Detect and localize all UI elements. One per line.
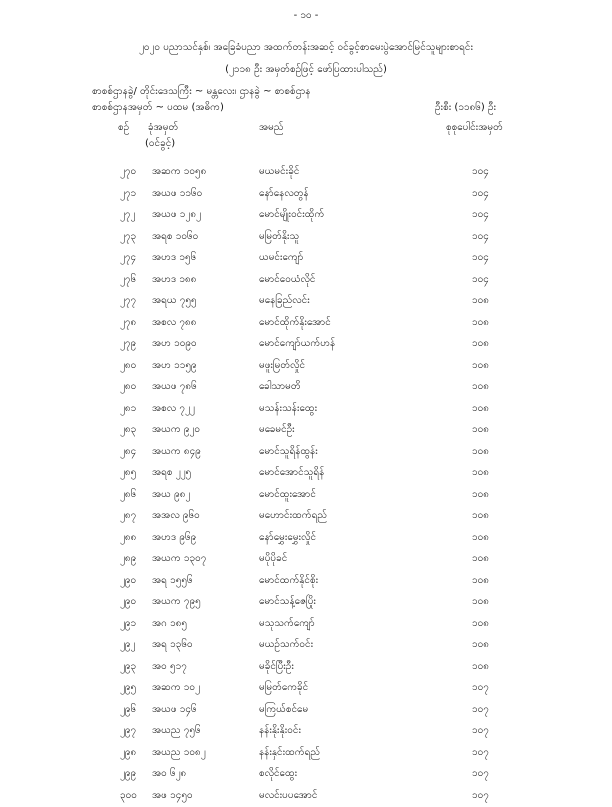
row-total-marks: ၁၀၄ xyxy=(472,250,489,265)
row-serial-no: ၂၇၄ xyxy=(120,250,136,265)
table-row xyxy=(0,162,612,184)
exam-center-info: စာစစ်ဌာနခွဲ/ တိုင်းဒေသကြီး ~ မန္တလေး၊ ဌာနခွဲ ~ စာစစ်ဌာန xyxy=(92,84,310,99)
row-name: မနေခြည်လင်း xyxy=(259,293,310,308)
table-row xyxy=(0,592,612,614)
row-name: မကြယ်စင်မေ xyxy=(259,702,308,717)
table-row xyxy=(0,313,612,335)
table-row xyxy=(0,420,612,442)
row-roll-number: အယဖ ၁၂၈၂ xyxy=(152,207,201,222)
header-total-marks: စုစုပေါင်းအမှတ် xyxy=(446,120,503,135)
table-row xyxy=(0,678,612,700)
row-serial-no: ၂၉၇ xyxy=(120,723,136,738)
table-row xyxy=(0,442,612,464)
row-roll-number: အရစ ၁၀၆၀ xyxy=(152,229,198,244)
row-roll-number: အဝ ၆၂၈ xyxy=(152,766,186,781)
row-name: မလင်းပပအောင် xyxy=(259,788,317,803)
row-name: မောင်သန့်ဇေပြိုး xyxy=(259,594,316,609)
row-serial-no: ၂၇၀ xyxy=(120,164,136,179)
row-serial-no: ၂၈၅ xyxy=(120,465,136,480)
row-roll-number: အရ ၁၃၆၀ xyxy=(152,637,193,652)
row-total-marks: ၁၀၈ xyxy=(472,573,489,588)
row-total-marks: ၁၀၈ xyxy=(472,508,489,523)
row-roll-number: အဆက ၁၀၂ xyxy=(152,680,200,695)
row-roll-number: အဝ ၅၁၇ xyxy=(152,659,187,674)
row-total-marks: ၁၀၈ xyxy=(472,616,489,631)
row-serial-no: ၂၇၃ xyxy=(120,229,136,244)
row-name: မောင်ထိုက်နိုးအောင် xyxy=(259,315,331,330)
row-roll-number: အဟ ၁၀၉၀ xyxy=(152,336,197,351)
row-roll-number: အစလ ၇၂၂ xyxy=(152,401,195,416)
row-total-marks: ၁၀၇ xyxy=(472,723,489,738)
row-name: မောင်ထူးအောင် xyxy=(259,487,316,502)
row-roll-number: အယက ၁၃၀၇ xyxy=(152,551,206,566)
row-name: နန်းနိုးနိုးဝင်း xyxy=(259,723,301,738)
total-count-label: ဦးစီး (၁၁၈၆) ဦး xyxy=(435,100,496,115)
row-serial-no: ၂၉၀ xyxy=(120,594,136,609)
table-row xyxy=(0,614,612,636)
row-total-marks: ၁၀၈ xyxy=(472,487,489,502)
row-name: မခေမင်ဦး xyxy=(259,422,295,437)
table-row xyxy=(0,184,612,206)
row-total-marks: ၁၀၈ xyxy=(472,336,489,351)
row-name: မယမင်းခိုင် xyxy=(259,164,299,179)
table-row xyxy=(0,657,612,679)
row-total-marks: ၁၀၈ xyxy=(472,551,489,566)
table-row xyxy=(0,291,612,313)
row-total-marks: ၁၀၈ xyxy=(472,401,489,416)
table-row xyxy=(0,205,612,227)
row-total-marks: ၁၀၄ xyxy=(472,164,489,179)
row-name: မမြတ်နိုးသူ xyxy=(259,229,299,244)
exam-station-info: စာစစ်ဌာနအမှတ် ~ ပထမ (အဓိက) xyxy=(92,100,224,115)
row-total-marks: ၁၀၇ xyxy=(472,788,489,803)
row-name: မောင်ထက်နိုင်စိုး xyxy=(259,573,318,588)
row-name: ခေါသာမတိ xyxy=(259,379,301,394)
row-name: မောင်မျိုးဝင်းထိုက် xyxy=(259,207,324,222)
row-serial-no: ၂၉၀ xyxy=(120,573,136,588)
row-total-marks: ၁၀၄ xyxy=(472,272,489,287)
row-name: နန်းနှင်းထက်ရည် xyxy=(259,745,320,760)
row-name: မသုသက်ကျော် xyxy=(259,616,315,631)
row-serial-no: ၂၈၄ xyxy=(120,444,136,459)
row-total-marks: ၁၀၈ xyxy=(472,637,489,652)
row-serial-no: ၂၈၃ xyxy=(120,422,136,437)
row-roll-number: အဆက ၁၀၅၈ xyxy=(152,164,206,179)
row-roll-number: အယက ၇၉၅ xyxy=(152,594,201,609)
table-row xyxy=(0,528,612,550)
row-roll-number: အရစ ၂၂၅ xyxy=(152,465,191,480)
row-roll-number: အဟ ၁၁၅၉ xyxy=(152,358,197,373)
table-row xyxy=(0,248,612,270)
row-roll-number: အဂ ၁၈၅ xyxy=(152,616,187,631)
row-serial-no: ၂၉၅ xyxy=(120,680,136,695)
row-total-marks: ၁၀၈ xyxy=(472,422,489,437)
row-total-marks: ၁၀၇ xyxy=(472,745,489,760)
row-roll-number: အဖ ၁၄၅၀ xyxy=(152,788,193,803)
table-row xyxy=(0,721,612,743)
row-total-marks: ၁၀၈ xyxy=(472,315,489,330)
row-serial-no: ၂၈၉ xyxy=(120,551,136,566)
row-serial-no: ၂၉၈ xyxy=(120,745,136,760)
header-serial-no: စဉ် xyxy=(118,120,129,135)
row-name: နော်နေလတွန် xyxy=(259,186,309,201)
row-total-marks: ၁၀၇ xyxy=(472,766,489,781)
row-roll-number: အယက ၈၄၉ xyxy=(152,444,201,459)
table-row xyxy=(0,700,612,722)
row-name: မောင်ဝေယံလိုင် xyxy=(259,272,315,287)
row-total-marks: ၁၀၈ xyxy=(472,444,489,459)
row-serial-no: ၂၈၀ xyxy=(120,358,136,373)
table-row xyxy=(0,743,612,765)
document-subtitle: (၂၁၁၈ ဦး အမှတ်စဉ်ဖြင့် ဖော်ပြထားပါသည်) xyxy=(0,62,612,77)
row-serial-no: ၂၇၉ xyxy=(120,336,136,351)
table-row xyxy=(0,334,612,356)
row-serial-no: ၂၉၁ xyxy=(120,616,136,631)
row-serial-no: ၂၇၂ xyxy=(120,207,135,222)
row-serial-no: ၂၉၂ xyxy=(120,637,135,652)
table-row xyxy=(0,356,612,378)
row-roll-number: အယက ၉၂၀ xyxy=(152,422,200,437)
row-serial-no: ၂၇၆ xyxy=(120,272,136,287)
page-number: - ၁၀ - xyxy=(0,8,612,23)
row-roll-number: အယည ၇၅၆ xyxy=(152,723,201,738)
row-serial-no: ၂၇၇ xyxy=(120,293,136,308)
table-row xyxy=(0,399,612,421)
row-total-marks: ၁၀၈ xyxy=(472,659,489,674)
table-row xyxy=(0,506,612,528)
row-name: မမြတ်ကေခိုင် xyxy=(259,680,308,695)
row-serial-no: ၂၉၃ xyxy=(120,659,136,674)
row-total-marks: ၁၀၇ xyxy=(472,680,489,695)
row-name: မောင်ကျော်ယက်ဟန် xyxy=(259,336,335,351)
document-title: ၂၀၂၀ ပညာသင်နှစ်၊ အခြေခံပညာ အထက်တန်းအဆင့် ဝင်ခွင့်စာမေးပွဲအောင်မြင်သူများစာရင်း xyxy=(0,40,612,55)
table-row xyxy=(0,485,612,507)
header-roll-number: ခုံအမှတ် xyxy=(148,120,178,135)
row-total-marks: ၁၀၈ xyxy=(472,293,489,308)
table-row xyxy=(0,270,612,292)
row-name: မပိုပိုခင် xyxy=(259,551,287,566)
row-serial-no: ၂၈၇ xyxy=(120,508,136,523)
row-name: မခိုင်ပြီးဦး xyxy=(259,659,294,674)
row-name: မဟောင်းထက်ရည် xyxy=(259,508,327,523)
row-serial-no: ၂၈၀ xyxy=(120,379,136,394)
row-name: မဖူးမြတ်လှိုင် xyxy=(259,358,305,373)
row-name: မယဉ်သက်ဝင်း xyxy=(259,637,313,652)
row-name: နော်မွှေးမွှေးလှိုင် xyxy=(259,530,316,545)
row-roll-number: အဟဒ ၁၅၆ xyxy=(152,250,196,265)
row-roll-number: အယဖ ၁၄၆ xyxy=(152,702,197,717)
row-name: မောင်သူရိန်ထွန်း xyxy=(259,444,318,459)
row-total-marks: ၁၀၇ xyxy=(472,702,489,717)
row-roll-number: အယဖ ၇၈၆ xyxy=(152,379,197,394)
row-total-marks: ၁၀၈ xyxy=(472,358,489,373)
row-roll-number: အဟဒ ၉၆၉ xyxy=(152,530,196,545)
row-serial-no: ၂၈၈ xyxy=(120,530,136,545)
row-total-marks: ၁၀၄ xyxy=(472,207,489,222)
table-row xyxy=(0,227,612,249)
table-row xyxy=(0,571,612,593)
row-roll-number: အရ ၁၅၅၆ xyxy=(152,573,193,588)
row-serial-no: ၃၀၀ xyxy=(120,788,137,803)
row-total-marks: ၁၀၈ xyxy=(472,530,489,545)
row-serial-no: ၂၉၉ xyxy=(120,766,136,781)
row-serial-no: ၂၉၆ xyxy=(120,702,136,717)
row-total-marks: ၁၀၈ xyxy=(472,465,489,480)
row-name: မသန်းသန်းထွေး xyxy=(259,401,317,416)
row-roll-number: အဟဒ ၁၈၈ xyxy=(152,272,196,287)
row-serial-no: ၂၇၈ xyxy=(120,315,136,330)
table-row xyxy=(0,764,612,786)
row-serial-no: ၂၈၆ xyxy=(120,487,136,502)
row-roll-number: အရယ ၇၅၅ xyxy=(152,293,197,308)
table-row xyxy=(0,635,612,657)
row-roll-number: အယဖ ၁၁၆၀ xyxy=(152,186,202,201)
row-total-marks: ၁၀၄ xyxy=(472,229,489,244)
row-total-marks: ၁၀၈ xyxy=(472,379,489,394)
row-roll-number: အအလ ၉၆ဝ xyxy=(152,508,200,523)
results-list xyxy=(0,162,612,807)
row-roll-number: အယ ၉၈၂ xyxy=(152,487,190,502)
row-name: ယမင်းကျော် xyxy=(259,250,303,265)
table-row xyxy=(0,377,612,399)
table-row xyxy=(0,463,612,485)
row-total-marks: ၁၀၈ xyxy=(472,594,489,609)
header-roll-number-sub: (ဝင်ခွင့်) xyxy=(145,136,175,151)
row-serial-no: ၂၇၁ xyxy=(120,186,136,201)
table-row xyxy=(0,549,612,571)
row-name: မောင်အောင်သူရိန် xyxy=(259,465,324,480)
row-total-marks: ၁၀၄ xyxy=(472,186,489,201)
table-row xyxy=(0,786,612,807)
header-name: အမည် xyxy=(259,120,284,135)
row-name: စလိုင်ထွေး xyxy=(259,766,297,781)
row-roll-number: အယည ၁၀၈၂ xyxy=(152,745,206,760)
row-serial-no: ၂၈၁ xyxy=(120,401,136,416)
row-roll-number: အစလ ၇၈၈ xyxy=(152,315,196,330)
